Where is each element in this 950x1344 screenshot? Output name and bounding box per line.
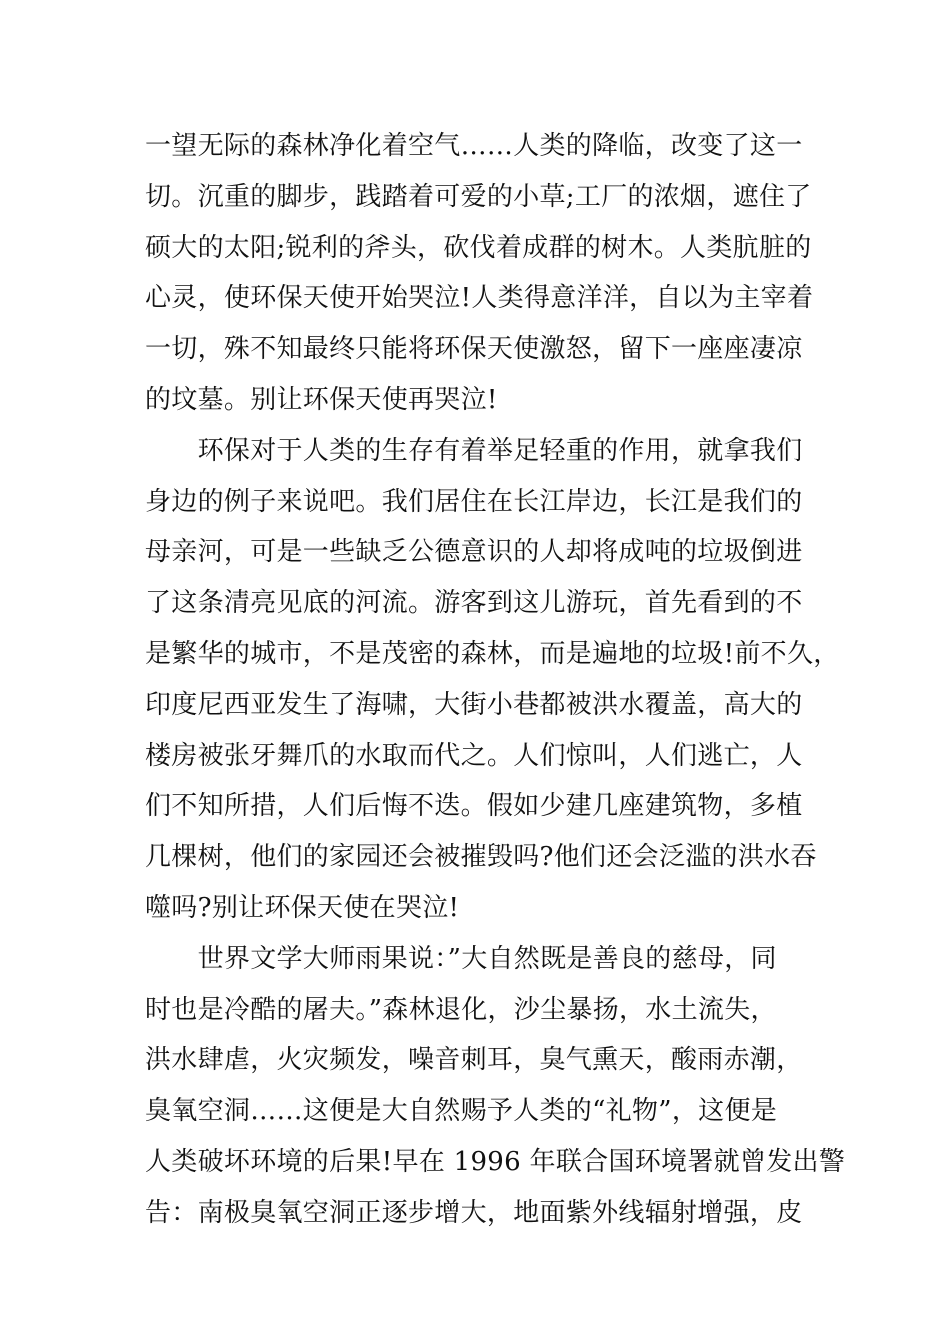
text-line: 切。沉重的脚步，践踏着可爱的小草;工厂的浓烟，遮住了 bbox=[145, 181, 812, 212]
text-line: 一望无际的森林净化着空气……人类的降临，改变了这一 bbox=[145, 131, 803, 161]
text-line: 噬吗?别让环保天使在哭泣! bbox=[145, 892, 460, 923]
text-line: 母亲河，可是一些缺乏公德意识的人却将成吨的垃圾倒进 bbox=[145, 537, 803, 568]
text-line: 心灵，使环保天使开始哭泣!人类得意洋洋，自以为主宰着 bbox=[145, 283, 814, 314]
text-line: 环保对于人类的生存有着举足轻重的作用，就拿我们 bbox=[145, 435, 803, 466]
text-line: 们不知所措，人们后悔不迭。假如少建几座建筑物，多植 bbox=[145, 791, 803, 822]
text-line: 洪水肆虐，火灾频发，噪音刺耳，臭气熏天，酸雨赤潮， bbox=[145, 1045, 803, 1076]
text-line: 印度尼西亚发生了海啸，大街小巷都被洪水覆盖，高大的 bbox=[145, 689, 803, 720]
text-line: 的坟墓。别让环保天使再哭泣! bbox=[145, 384, 498, 415]
document-body bbox=[145, 126, 846, 1244]
text-line: 一切，殊不知最终只能将环保天使激怒，留下一座座凄凉 bbox=[145, 334, 803, 365]
text-line: 人类破坏环境的后果!早在 1996 年联合国环境署就曾发出警 bbox=[145, 1146, 846, 1177]
text-line: 时也是冷酷的屠夫。”森林退化，沙尘暴扬，水土流失， bbox=[145, 994, 777, 1025]
text-line: 是繁华的城市，不是茂密的森林，而是遍地的垃圾!前不久， bbox=[145, 638, 840, 669]
text-line: 了这条清亮见底的河流。游客到这儿游玩，首先看到的不 bbox=[145, 588, 803, 619]
text-line: 世界文学大师雨果说：”大自然既是善良的慈母，同 bbox=[145, 943, 777, 974]
text-line: 臭氧空洞……这便是大自然赐予人类的“礼物”，这便是 bbox=[145, 1096, 778, 1127]
text-line: 硕大的太阳;锐利的斧头，砍伐着成群的树木。人类肮脏的 bbox=[145, 232, 812, 263]
text-line: 身边的例子来说吧。我们居住在长江岸边，长江是我们的 bbox=[145, 486, 803, 517]
text-line: 楼房被张牙舞爪的水取而代之。人们惊叫，人们逃亡，人 bbox=[145, 740, 803, 771]
text-line: 告：南极臭氧空洞正逐步增大，地面紫外线辐射增强，皮 bbox=[145, 1197, 803, 1228]
text-line: 几棵树，他们的家园还会被摧毁吗?他们还会泛滥的洪水吞 bbox=[145, 842, 817, 873]
